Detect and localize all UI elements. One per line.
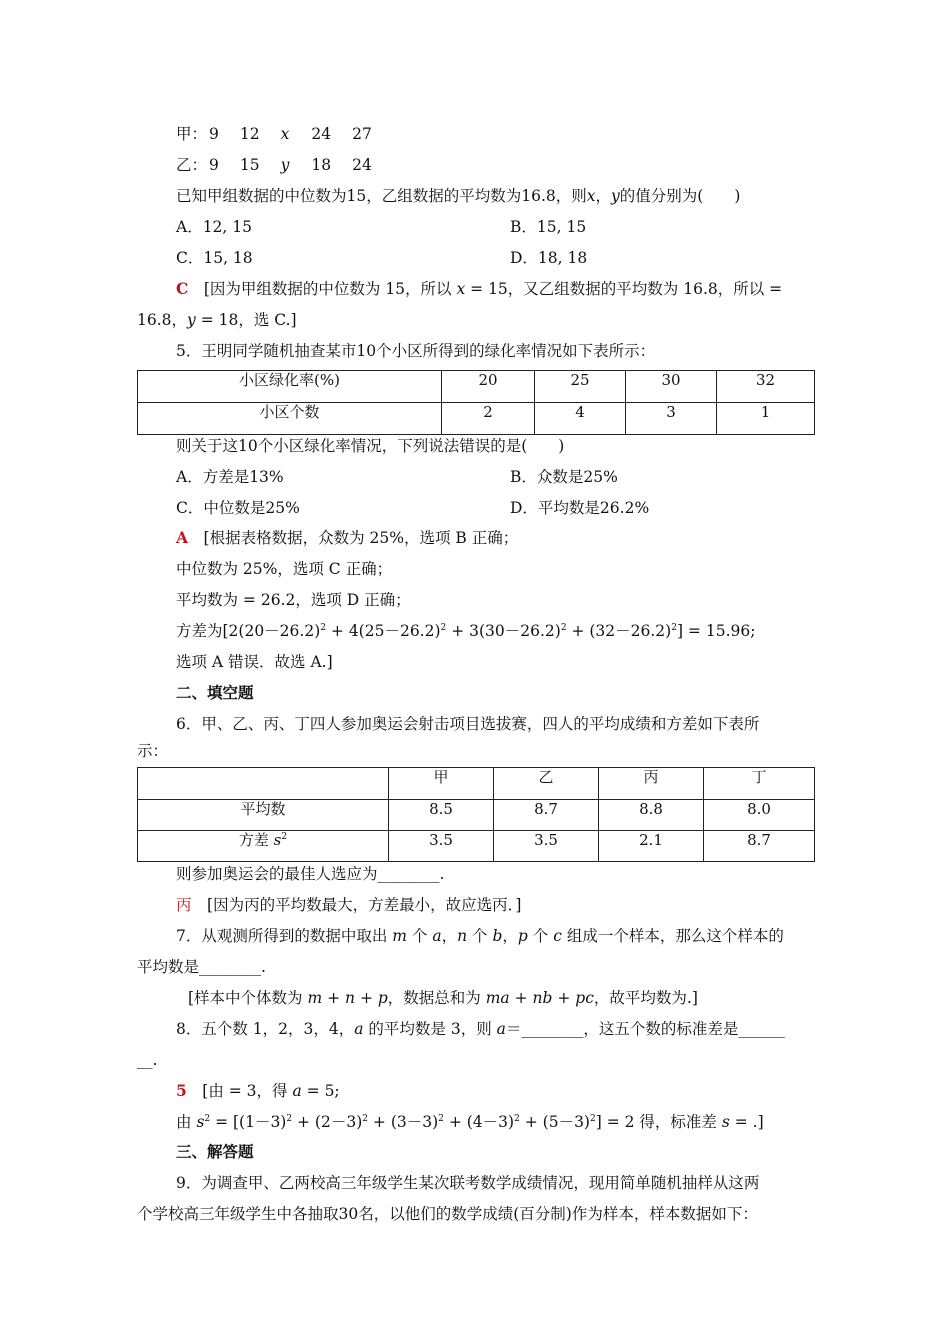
table-cell: 8.7 xyxy=(704,831,815,862)
q4-row-yi xyxy=(176,155,372,175)
table-cell: 8.8 xyxy=(599,800,704,831)
q4-answer-line1 xyxy=(176,279,782,299)
stem-text: 个 xyxy=(527,927,554,945)
table-head-cell xyxy=(138,768,389,800)
stem-text: ， xyxy=(441,927,458,945)
value: 24 xyxy=(352,156,372,174)
var-m: m xyxy=(392,927,407,945)
stem-text: 个 xyxy=(467,927,493,945)
answer-text: [由 = 3，得 xyxy=(186,1082,293,1100)
table-head-cell: 平均数 xyxy=(138,800,389,831)
answer-text: = 18，选 C.] xyxy=(195,311,297,329)
q8-stem-line1 xyxy=(176,1019,785,1039)
answer-text: + xyxy=(355,989,378,1007)
formula-text: 方差为[2(20－26.2) xyxy=(176,622,321,640)
q5-answer-line2: 中位数为 25%，选项 C 正确； xyxy=(176,560,393,578)
value: 12 xyxy=(239,125,260,143)
var-p: p xyxy=(517,927,528,945)
var-y: y xyxy=(187,311,196,329)
var-a: a xyxy=(432,927,442,945)
formula-text: + (5－3) xyxy=(519,1113,590,1131)
table-head-cell: 乙 xyxy=(494,768,599,800)
section-heading-fill-in: 二、填空题 xyxy=(176,683,254,702)
var-x: x xyxy=(456,280,466,298)
cell-text: 方差 xyxy=(238,831,274,849)
q5-stem: 5．王明同学随机抽查某市10个小区所得到的绿化率情况如下表所示： xyxy=(176,342,656,360)
q5-question: 则关于这10个小区绿化率情况，下列说法错误的是( ) xyxy=(176,437,565,455)
table-row xyxy=(138,831,815,862)
var-n: n xyxy=(345,989,356,1007)
formula-text: ] = 2 得，标准差 xyxy=(595,1113,722,1131)
formula-text: + 3(30－26.2) xyxy=(446,622,561,640)
table-row xyxy=(138,800,815,831)
superscript: 2 xyxy=(362,1114,368,1124)
var-c: c xyxy=(553,927,562,945)
q5-answer-line1 xyxy=(176,528,518,548)
stem-text: 的平均数是 3，则 xyxy=(363,1020,497,1038)
table-row xyxy=(138,371,815,403)
q5-option-d: D．平均数是26.2% xyxy=(510,499,650,517)
table-cell: 32 xyxy=(717,371,815,403)
q9-stem-line1: 9．为调查甲、乙两校高三年级学生某次联考数学成绩情况，现用简单随机抽样从这两 xyxy=(176,1174,760,1192)
table-cell: 25 xyxy=(535,371,626,403)
q4-option-c: C．15, 18 xyxy=(176,249,253,267)
stem-text: ＝________，这五个数的标准差是______ xyxy=(505,1020,785,1038)
answer-text: [因为丙的平均数最大，方差最小，故应选丙．] xyxy=(191,896,522,914)
var-x: x xyxy=(586,187,596,205)
stem-text: ， xyxy=(502,927,518,945)
q5-answer-line4 xyxy=(176,621,755,641)
answer-number: 5 xyxy=(176,1081,187,1100)
q5-option-a: A．方差是13% xyxy=(176,468,284,486)
var-s: s xyxy=(196,1113,205,1131)
superscript: 2 xyxy=(320,623,326,633)
formula-text: = [(1－3) xyxy=(210,1113,287,1131)
q4-row-jia xyxy=(176,124,372,144)
superscript: 2 xyxy=(560,623,567,633)
stem-text: 8．五个数 1，2，3，4， xyxy=(176,1020,355,1038)
answer-text: [根据表格数据，众数为 25%，选项 B 正确； xyxy=(188,529,519,547)
table-head-cell: 甲 xyxy=(389,768,494,800)
stem-text: 的值分别为( ) xyxy=(619,187,741,205)
formula-text: = .] xyxy=(729,1113,764,1131)
value-variable: x xyxy=(280,125,290,143)
superscript: 2 xyxy=(671,623,677,633)
q4-option-d: D．18, 18 xyxy=(510,249,588,267)
superscript: 2 xyxy=(514,1114,520,1124)
answer-letter: A xyxy=(176,528,189,547)
q5-option-c: C．中位数是25% xyxy=(176,499,300,517)
var-a: a xyxy=(292,1082,302,1100)
q8-answer-line2 xyxy=(176,1112,764,1132)
var-nb: nb xyxy=(532,989,553,1007)
q7-answer xyxy=(188,988,698,1008)
q5-answer-line3: 平均数为 = 26.2，选项 D 正确； xyxy=(176,591,411,609)
answer-text: 16.8， xyxy=(137,311,188,329)
value: 18 xyxy=(311,156,332,174)
value-variable: y xyxy=(280,156,290,174)
q4-answer-line2 xyxy=(137,310,297,330)
q6-answer xyxy=(176,895,521,915)
q6-stem-line2: 示： xyxy=(137,742,169,760)
var-a: a xyxy=(496,1020,506,1038)
var-ma: ma xyxy=(485,989,510,1007)
q5-table xyxy=(137,370,815,435)
var-p: p xyxy=(377,989,388,1007)
table-cell: 20 xyxy=(442,371,535,403)
table-head-cell: 丁 xyxy=(704,768,815,800)
stem-text: 已知甲组数据的中位数为15，乙组数据的平均数为16.8，则 xyxy=(176,187,587,205)
table-cell: 1 xyxy=(717,403,815,435)
answer-text: ，数据总和为 xyxy=(387,989,486,1007)
table-head-cell: 丙 xyxy=(599,768,704,800)
formula-text: ] = 15.96; xyxy=(676,622,756,640)
q8-answer-line1 xyxy=(176,1081,340,1101)
table-head-cell: 小区绿化率(%) xyxy=(138,371,442,403)
value: 15 xyxy=(239,156,260,174)
q4-stem xyxy=(176,186,740,206)
q6-table xyxy=(137,767,815,862)
superscript: 2 xyxy=(440,623,447,633)
q5-answer-line5: 选项 A 错误．故选 A.] xyxy=(176,653,333,671)
formula-text: + (2－3) xyxy=(292,1113,363,1131)
stem-text: 组成一个样本，那么这个样本的 xyxy=(561,927,784,945)
var-pc: pc xyxy=(575,989,594,1007)
answer-text: [样本中个体数为 xyxy=(188,989,308,1007)
superscript: 2 xyxy=(204,1114,211,1124)
answer-text: [因为甲组数据的中位数为 15，所以 xyxy=(188,280,457,298)
formula-text: 由 xyxy=(176,1113,197,1131)
q9-stem-line2: 个学校高三年级学生中各抽取30名，以他们的数学成绩(百分制)作为样本，样本数据如下： xyxy=(137,1205,758,1223)
q8-stem-line2: __. xyxy=(137,1051,158,1069)
table-cell: 3 xyxy=(626,403,717,435)
formula-text: + (32－26.2) xyxy=(566,622,672,640)
q4-option-b: B．15, 15 xyxy=(510,218,587,236)
table-cell: 2.1 xyxy=(599,831,704,862)
var-s: s xyxy=(721,1113,730,1131)
row-label: 甲： xyxy=(176,125,208,143)
q7-stem-line2: 平均数是________. xyxy=(137,958,266,976)
superscript: 2 xyxy=(589,1114,596,1124)
stem-text: ， xyxy=(595,187,612,205)
table-cell: 3.5 xyxy=(389,831,494,862)
var-m: m xyxy=(307,989,323,1007)
answer-letter: C xyxy=(176,279,189,298)
answer-text: + xyxy=(322,989,346,1007)
answer-text: = 15，又乙组数据的平均数为 16.8，所以 = xyxy=(465,280,783,298)
table-cell: 8.5 xyxy=(389,800,494,831)
formula-text: + 4(25－26.2) xyxy=(325,622,441,640)
stem-text: 7．从观测所得到的数据中取出 xyxy=(176,927,393,945)
q7-stem-line1 xyxy=(176,926,784,946)
formula-text: + (4－3) xyxy=(443,1113,515,1131)
value: 9 xyxy=(209,156,219,174)
superscript: 2 xyxy=(286,1114,293,1124)
var-b: b xyxy=(492,927,503,945)
value: 27 xyxy=(352,125,372,143)
var-y: y xyxy=(611,187,620,205)
var-a: a xyxy=(354,1020,364,1038)
superscript: 2 xyxy=(281,832,288,842)
value: 24 xyxy=(311,125,332,143)
answer-text: = 5; xyxy=(301,1082,340,1100)
table-cell: 8.7 xyxy=(494,800,599,831)
q4-option-a: A．12, 15 xyxy=(176,218,252,236)
answer-text: ，故平均数为.] xyxy=(593,989,698,1007)
q6-question: 则参加奥运会的最佳人选应为________. xyxy=(176,865,445,883)
answer-text: + xyxy=(552,989,576,1007)
table-cell: 2 xyxy=(442,403,535,435)
formula-text: + (3－3) xyxy=(368,1113,439,1131)
row-label: 乙： xyxy=(176,156,208,174)
table-cell: 3.5 xyxy=(494,831,599,862)
table-cell: 8.0 xyxy=(704,800,815,831)
table-head-cell: 小区个数 xyxy=(138,403,442,435)
q5-option-b: B．众数是25% xyxy=(510,468,618,486)
table-row xyxy=(138,768,815,800)
table-cell: 30 xyxy=(626,371,717,403)
answer-word: 丙 xyxy=(176,896,192,914)
var-s: s xyxy=(273,831,282,849)
stem-text: 个 xyxy=(407,927,433,945)
table-cell: 4 xyxy=(535,403,626,435)
section-heading-solve: 三、解答题 xyxy=(176,1142,254,1161)
table-head-cell xyxy=(138,831,389,862)
q6-stem-line1: 6．甲、乙、丙、丁四人参加奥运会射击项目选拔赛，四人的平均成绩和方差如下表所 xyxy=(176,715,760,733)
answer-text: + xyxy=(509,989,533,1007)
superscript: 2 xyxy=(438,1114,444,1124)
value: 9 xyxy=(209,125,219,143)
table-row xyxy=(138,403,815,435)
var-n: n xyxy=(457,927,468,945)
